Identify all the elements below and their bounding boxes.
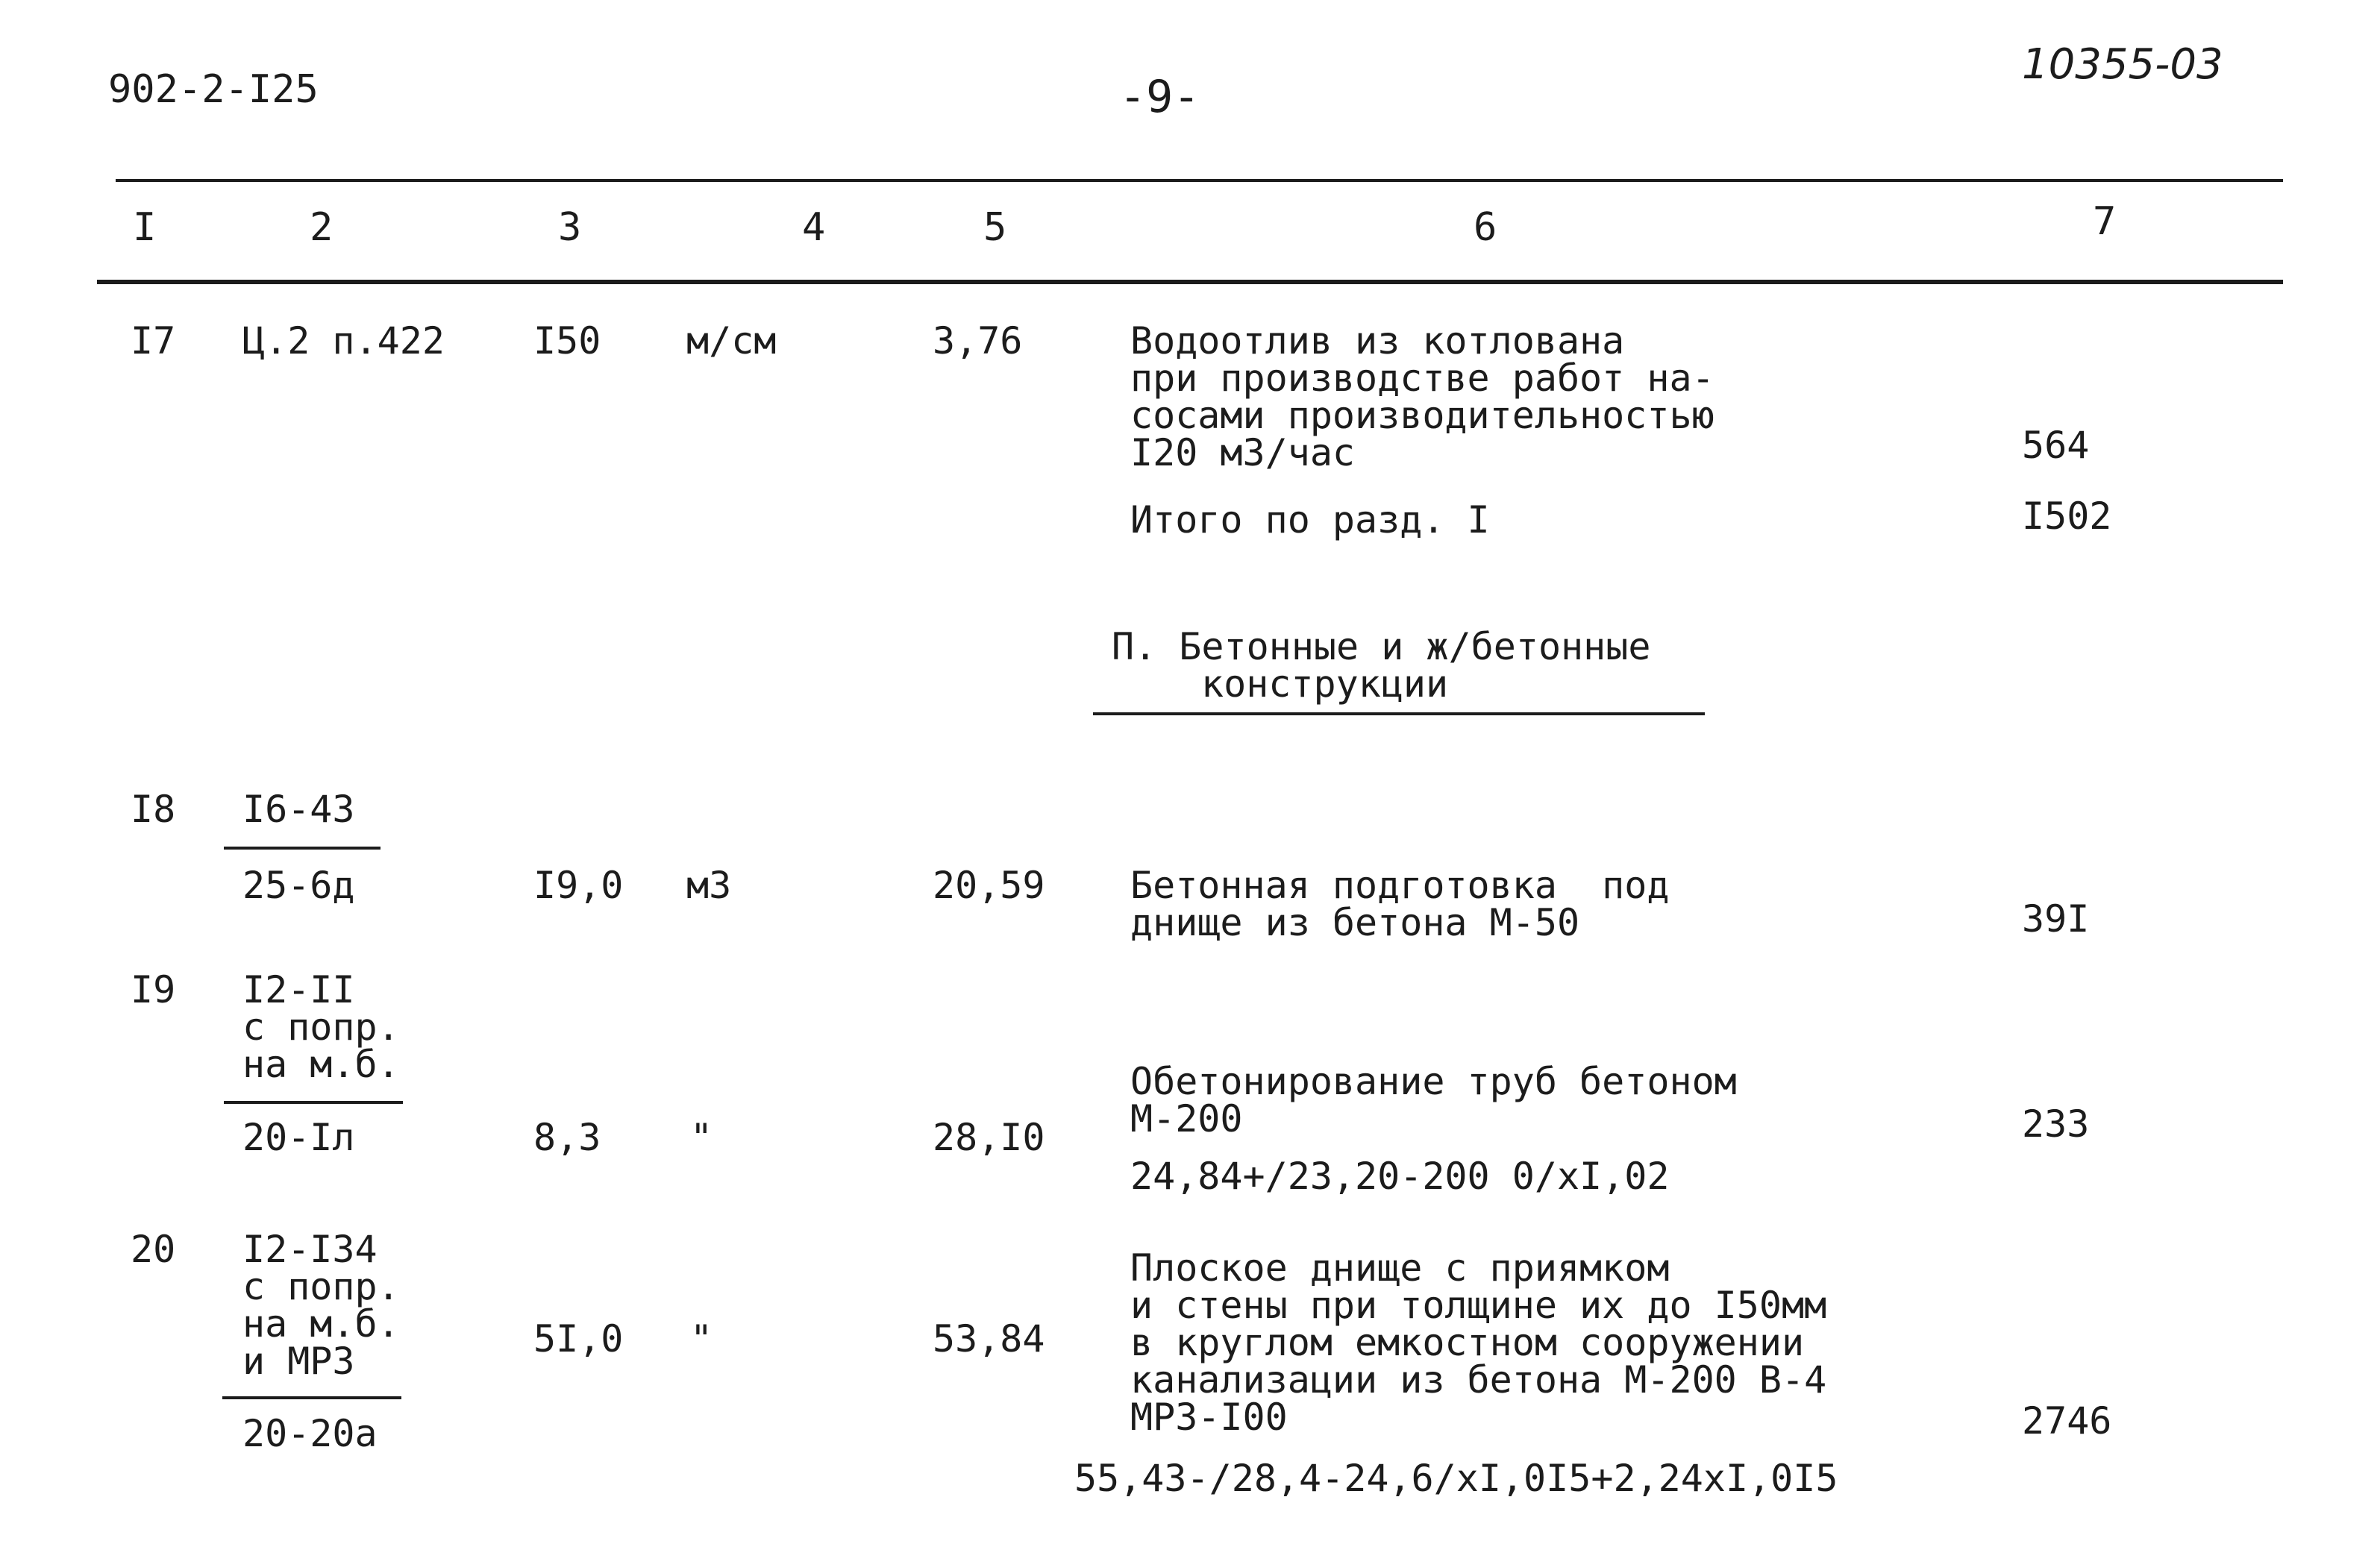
row-code-bottom: 25-6д <box>242 864 355 907</box>
row-unit: " <box>690 1116 713 1159</box>
column-header-7: 7 <box>2093 199 2117 244</box>
row-code: Ц.2 п.422 <box>242 319 445 363</box>
row-code-bottom: 20-Iл <box>242 1116 355 1159</box>
row-quantity: I9,0 <box>533 864 624 907</box>
column-header-4: 4 <box>802 205 826 250</box>
row-code-top: I2-II с попр. на м.б. <box>242 968 400 1086</box>
section-title: П. Бетонные и ж/бетонные <box>1112 625 1651 668</box>
row-description: Обетонирование труб бетоном М-200 <box>1130 1060 1737 1140</box>
code-divider <box>222 1396 401 1399</box>
row-number: 20 <box>131 1228 176 1271</box>
section-title-continued: конструкции <box>1201 662 1449 706</box>
row-formula: 24,84+/23,20-200 0/хI,02 <box>1130 1155 1670 1198</box>
section-underline <box>1093 712 1705 715</box>
code-divider <box>224 847 381 850</box>
row-price: 53,84 <box>933 1317 1045 1360</box>
row-description: Водоотлив из котлована при производстве работ на- сосами производительностью I20 м3/час <box>1130 319 1714 474</box>
row-price: 20,59 <box>933 864 1045 907</box>
document-code: 902-2-I25 <box>108 67 319 112</box>
row-total: 2746 <box>2022 1399 2112 1443</box>
top-rule <box>116 179 2283 182</box>
row-total: 39I <box>2022 897 2090 941</box>
row-total: 233 <box>2022 1102 2090 1146</box>
row-unit: " <box>690 1317 713 1360</box>
row-price: 28,I0 <box>933 1116 1045 1159</box>
row-number: I9 <box>131 968 176 1011</box>
row-unit: м3 <box>686 864 732 907</box>
row-code-top: I6-43 <box>242 788 355 831</box>
column-header-3: 3 <box>558 205 582 250</box>
archive-stamp: 10355-03 <box>2022 40 2223 89</box>
row-code-bottom: 20-20а <box>242 1412 378 1455</box>
row-description: Бетонная подготовка под днище из бетона М-50 <box>1130 864 1670 944</box>
row-code-top: I2-I34 с попр. на м.б. и МРЗ <box>242 1228 400 1383</box>
row-total: 564 <box>2022 424 2090 467</box>
row-formula: 55,43-/28,4-24,6/хI,0I5+2,24хI,0I5 <box>1074 1457 1838 1500</box>
row-quantity: 5I,0 <box>533 1317 624 1360</box>
column-header-5: 5 <box>983 205 1007 250</box>
row-number: I7 <box>131 319 176 363</box>
row-number: I8 <box>131 788 176 831</box>
row-unit: м/см <box>686 319 777 363</box>
column-header-1: I <box>133 205 157 250</box>
code-divider <box>224 1101 403 1104</box>
row-quantity: 8,3 <box>533 1116 601 1159</box>
subtotal-value: I502 <box>2022 495 2112 538</box>
row-description: Плоское днище с приямком и стены при толщине их до I50мм в круглом емкостном сооружении канализации из бетона М-200 В-4 МРЗ-I00 <box>1130 1246 1827 1439</box>
row-price: 3,76 <box>933 319 1023 363</box>
subtotal-label: Итого по разд. I <box>1130 498 1490 542</box>
page-number: -9- <box>1119 71 1200 123</box>
column-header-2: 2 <box>310 205 333 250</box>
row-quantity: I50 <box>533 319 601 363</box>
column-header-6: 6 <box>1474 205 1497 250</box>
column-header-rule <box>97 280 2283 284</box>
